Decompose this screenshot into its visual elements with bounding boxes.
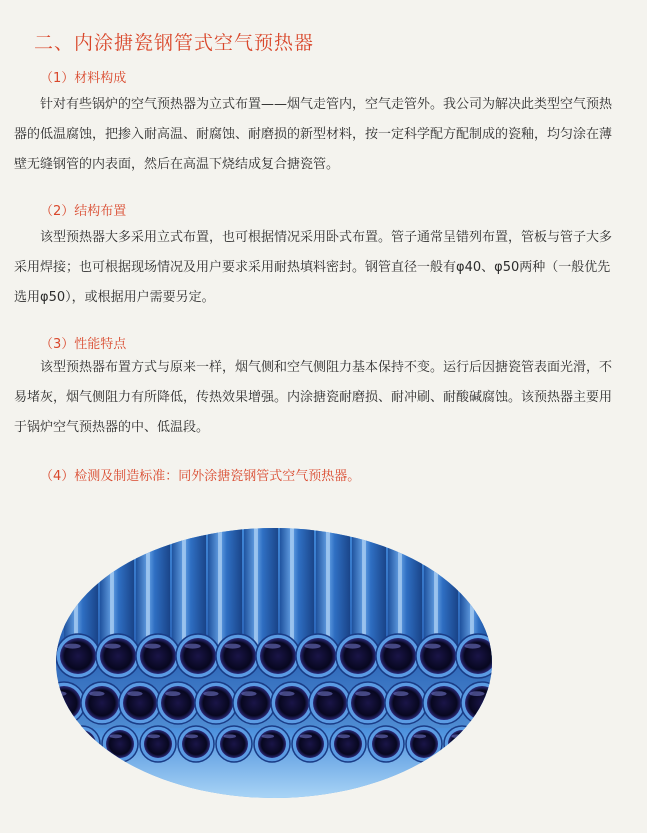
section-3-text (14, 353, 614, 443)
pipe-opening (140, 638, 176, 674)
pipe-opening (60, 638, 96, 674)
pipe-opening (351, 686, 385, 720)
tube-highlight (434, 528, 438, 648)
tube-body (316, 528, 350, 648)
pipe-opening (275, 686, 309, 720)
pipe-reflection (89, 691, 104, 696)
tube-highlight (470, 528, 474, 648)
tube-body (352, 528, 386, 648)
pipe-reflection (317, 691, 332, 696)
tube-body (208, 528, 242, 648)
pipe-reflection (225, 644, 241, 649)
pipe-reflection (469, 691, 484, 696)
pipe-opening (334, 730, 362, 758)
pipe-reflection (127, 691, 142, 696)
section-1-label: （1）材料构成 (40, 71, 127, 86)
pipe-reflection (345, 644, 361, 649)
pipe-reflection (203, 691, 218, 696)
pipe-reflection (241, 691, 256, 696)
pipe-reflection (414, 734, 427, 738)
pipe-opening (106, 730, 134, 758)
pipe-reflection (110, 734, 123, 738)
pipe-opening (372, 730, 400, 758)
pipe-opening (68, 730, 96, 758)
pipe-opening (340, 638, 376, 674)
pipe-reflection (376, 734, 389, 738)
tube-highlight (398, 528, 402, 648)
section-2-text (14, 223, 614, 313)
pipe-reflection (465, 644, 481, 649)
pipe-opening (420, 638, 456, 674)
pipe-reflection (145, 644, 161, 649)
pipe-reflection (279, 691, 294, 696)
pipe-opening (161, 686, 195, 720)
pipe-opening (410, 730, 438, 758)
tube-highlight (74, 528, 78, 648)
section-1-text (14, 90, 614, 180)
section-3-label: （3）性能特点 (40, 337, 127, 352)
pipe-reflection (148, 734, 161, 738)
pipe-bundle-photo (56, 528, 492, 798)
tube-body (244, 528, 278, 648)
tube-body (460, 528, 492, 648)
pipes-layer (56, 528, 492, 798)
pipe-reflection (431, 691, 446, 696)
section-2-label: （2）结构布置 (40, 204, 127, 219)
tube-highlight (362, 528, 366, 648)
pipe-opening (296, 730, 324, 758)
tube-highlight (254, 528, 258, 648)
pipe-reflection (265, 644, 281, 649)
pipe-opening (313, 686, 347, 720)
pipe-bundle-image (56, 528, 492, 798)
pipe-opening (199, 686, 233, 720)
pipe-reflection (262, 734, 275, 738)
tube-body (388, 528, 422, 648)
pipe-reflection (105, 644, 121, 649)
pipe-rim (64, 726, 100, 762)
pipe-opening (380, 638, 416, 674)
pipe-opening (220, 730, 248, 758)
pipe-reflection (452, 734, 465, 738)
tube-highlight (146, 528, 150, 648)
tube-highlight (182, 528, 186, 648)
pipe-opening (182, 730, 210, 758)
pipe-opening (144, 730, 172, 758)
pipe-reflection (305, 644, 321, 649)
pipe-reflection (185, 644, 201, 649)
pipe-reflection (165, 691, 180, 696)
pipe-opening (427, 686, 461, 720)
pipe-opening (389, 686, 423, 720)
pipe-opening (448, 730, 476, 758)
pipe-opening (260, 638, 296, 674)
pipe-reflection (355, 691, 370, 696)
page-title: 二、内涂搪瓷钢管式空气预热器 (34, 32, 315, 54)
pipe-reflection (65, 644, 81, 649)
pipe-opening (237, 686, 271, 720)
pipe-reflection (425, 644, 441, 649)
pipe-opening (123, 686, 157, 720)
pipe-reflection (385, 644, 401, 649)
pipe-rim (444, 726, 480, 762)
pipe-reflection (72, 734, 85, 738)
pipe-opening (100, 638, 136, 674)
section-3-body: 该型预热器布置方式与原来一样，烟气侧和空气侧阻力基本保持不变。运行后因搪瓷管表面光滑，不易堵灰，烟气侧阻力有所降低，传热效果增强。内涂搪瓷耐磨损、耐冲刷、耐酸碱腐蚀。该预热器主要用于锅炉空气预热器的中、低温段。 (14, 360, 613, 435)
tube-body (424, 528, 458, 648)
tube-body (136, 528, 170, 648)
pipe-reflection (186, 734, 199, 738)
pipe-opening (180, 638, 216, 674)
tube-highlight (326, 528, 330, 648)
pipe-reflection (224, 734, 237, 738)
pipe-opening (220, 638, 256, 674)
pipe-opening (85, 686, 119, 720)
tube-body (100, 528, 134, 648)
tube-highlight (110, 528, 114, 648)
tube-highlight (290, 528, 294, 648)
tube-highlight (218, 528, 222, 648)
pipe-opening (300, 638, 336, 674)
section-2-body: 该型预热器大多采用立式布置，也可根据情况采用卧式布置。管子通常呈错列布置，管板与管子大多采用焊接；也可根据现场情况及用户要求采用耐热填料密封。钢管直径一般有φ40、φ50两种（一般优先选用φ50），或根据用户需要另定。 (14, 230, 613, 305)
tube-body (64, 528, 98, 648)
pipe-opening (258, 730, 286, 758)
section-4-label: （4）检测及制造标准：同外涂搪瓷钢管式空气预热器。 (40, 469, 361, 484)
tube-body (280, 528, 314, 648)
pipe-reflection (338, 734, 351, 738)
section-1-body: 针对有些锅炉的空气预热器为立式布置——烟气走管内，空气走管外。我公司为解决此类型空气预热器的低温腐蚀，把掺入耐高温、耐腐蚀、耐磨损的新型材料，按一定科学配方配制成的瓷釉，均匀涂在薄壁无缝钢管的内表面，然后在高温下烧结成复合搪瓷管。 (14, 97, 613, 172)
pipe-reflection (300, 734, 313, 738)
tube-body (172, 528, 206, 648)
pipe-reflection (393, 691, 408, 696)
